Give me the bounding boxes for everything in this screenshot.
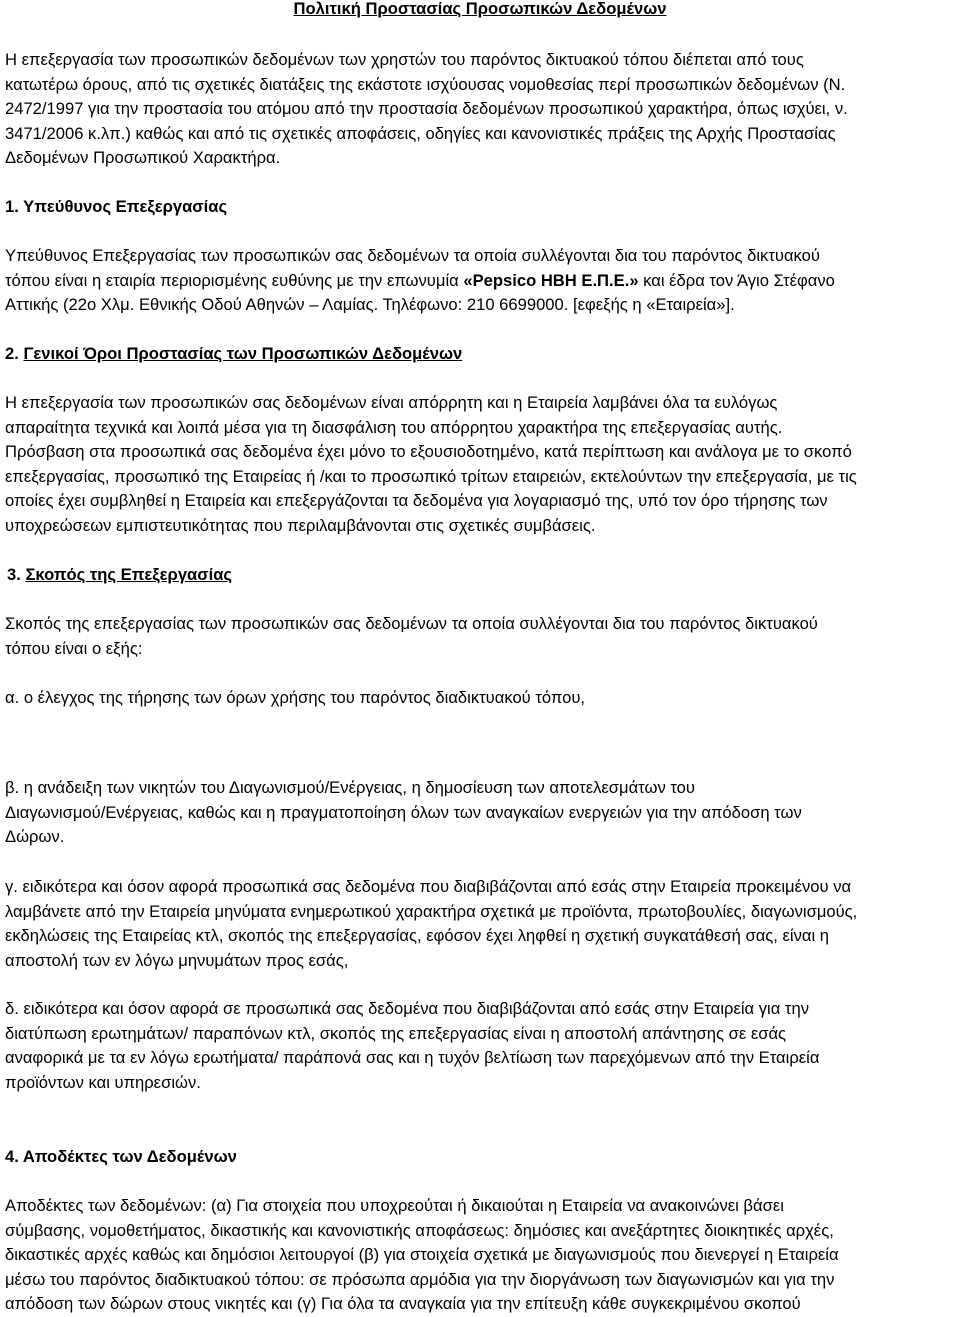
section-2-number: 2. bbox=[5, 344, 24, 363]
section-1-line: Αττικής (22ο Χλμ. Εθνικής Οδού Αθηνών – Λαμίας. Τηλέφωνο: 210 6699000. [εφεξής η «Εταιρεία»]. bbox=[5, 295, 735, 315]
section-3-item-a bbox=[5, 686, 960, 711]
item-a-line: α. ο έλεγχος της τήρησης των όρων χρήσης του παρόντος διαδικτυακού τόπου, bbox=[5, 688, 586, 707]
section-3-item-c bbox=[5, 875, 960, 973]
item-d-line: δ. ειδικότερα και όσον αφορά σε προσωπικά σας δεδομένα που διαβιβάζονται από εσάς στην Εταιρεία για την bbox=[5, 999, 809, 1018]
section-2-line: απαραίτητα τεχνικά και λοιπά μέσα για τη διασφάλιση του απόρρητου χαρακτήρα της επεξεργασίας αυτής. bbox=[5, 417, 783, 437]
section-1-paragraph bbox=[5, 244, 960, 318]
section-3-item-b bbox=[5, 776, 960, 850]
intro-line: 2472/1997 για την προστασία του ατόμου από την προστασία δεδομένων προσωπικού χαρακτήρα, όπως ισχύει, ν. bbox=[5, 99, 848, 119]
item-c-line: αποστολή των εν λόγω μηνυμάτων προς εσάς, bbox=[5, 950, 349, 970]
section-3-heading bbox=[7, 563, 960, 588]
item-b-line: Διαγωνισμού/Ενέργειας, καθώς και η πραγματοποίηση όλων των αναγκαίων ενεργειών για την απόδοση των bbox=[5, 802, 802, 822]
section-3-line: Σκοπός της επεξεργασίας των προσωπικών σας δεδομένων τα οποία συλλέγονται δια του παρόντος δικτυακού bbox=[5, 614, 818, 633]
intro-line: Δεδομένων Προσωπικού Χαρακτήρα. bbox=[5, 148, 281, 168]
item-c-line: λαμβάνετε από την Εταιρεία μηνύματα ενημερωτικού χαρακτήρα σχετικά με προϊόντα, πρωτοβουλίες, διαγωνισμούς, bbox=[5, 901, 858, 921]
section-2-paragraph bbox=[5, 391, 960, 539]
section-4-line: Αποδέκτες των δεδομένων: (α) Για στοιχεία που υποχρεούται ή δικαιούται η Εταιρεία να ανακοινώνει βάσει bbox=[5, 1196, 784, 1215]
section-3-number: 3. bbox=[7, 565, 26, 584]
section-1-line bbox=[5, 269, 960, 294]
section-3-line: τόπου είναι ο εξής: bbox=[5, 638, 143, 658]
section-4-paragraph bbox=[5, 1194, 960, 1317]
item-d-line: διατύπωση ερωτημάτων/ παραπόνων κτλ, σκοπός της επεξεργασίας είναι η αποστολή απάντησης σε εσάς bbox=[5, 1023, 787, 1043]
section-3-intro bbox=[5, 612, 960, 661]
section-2-line: Η επεξεργασία των προσωπικών σας δεδομένων είναι απόρρητη και η Εταιρεία λαμβάνει όλα τα ευλόγως bbox=[5, 393, 778, 412]
item-b-line: Δώρων. bbox=[5, 827, 65, 847]
section-4-line: μέσω του παρόντος διαδικτυακού τόπου: σε πρόσωπα αρμόδια για την διοργάνωση των διαγωνισμών και για την bbox=[5, 1269, 835, 1289]
section-1-line: Υπεύθυνος Επεξεργασίας των προσωπικών σας δεδομένων τα οποία συλλέγονται δια του παρόντος δικτυακού bbox=[5, 246, 820, 265]
section-1-text: τόπου είναι η εταιρία περιορισμένης ευθύνης με την επωνυμία bbox=[5, 270, 464, 290]
company-name: «Pepsico HBH Ε.Π.Ε.» bbox=[463, 270, 639, 290]
section-2-line: επεξεργασίας, προσωπικό της Εταιρείας ή /και το προσωπικό τρίτων εταιρειών, εκτελούντων την επεξεργασία, με τις bbox=[5, 466, 857, 486]
page-title: Πολιτική Προστασίας Προσωπικών Δεδομένων bbox=[293, 0, 667, 18]
section-3-item-d bbox=[5, 997, 960, 1095]
section-2-line: οποίες έχει συμβληθεί η Εταιρεία και επεξεργάζονται τα δεδομένα για λογαριασμό της, υπό τον όρο τήρησης των bbox=[5, 491, 828, 511]
section-4-heading: 4. Αποδέκτες των Δεδομένων bbox=[5, 1147, 237, 1166]
section-4-line: απόδοση των δώρων στους νικητές και (γ) Για όλα τα αναγκαία για την επίτευξη κάθε συγκεκριμένου σκοπού bbox=[5, 1294, 801, 1314]
intro-line: 3471/2006 κ.λπ.) καθώς και από τις σχετικές αποφάσεις, οδηγίες και κανονιστικές πράξεις της Αρχής Προστασίας bbox=[5, 123, 836, 143]
item-c-line: εκδηλώσεις της Εταιρείας κτλ, σκοπός της επεξεργασίας, εφόσον έχει ληφθεί η σχετική συγκατάθεσή σας, είναι η bbox=[5, 926, 829, 946]
section-2-line: υποχρεώσεων εμπιστευτικότητας που περιλαμβάνονται στις σχετικές συμβάσεις. bbox=[5, 515, 596, 535]
section-1-text: και έδρα τον Άγιο Στέφανο bbox=[638, 270, 835, 290]
section-2-line: Πρόσβαση στα προσωπικά σας δεδομένα έχει μόνο το εξουσιοδοτημένο, κατά περίπτωση και ανάλογα με το σκοπό bbox=[5, 442, 852, 462]
intro-line: Η επεξεργασία των προσωπικών δεδομένων των χρηστών του παρόντος δικτυακού τόπου διέπεται από τους bbox=[5, 50, 804, 69]
section-1-heading: 1. Υπεύθυνος Επεξεργασίας bbox=[5, 197, 228, 216]
section-4-line: σύμβασης, νομοθετήματος, δικαστικής και κανονιστικής αποφάσεως: δημόσιες και ανεξάρτητες διοικητικές αρχές, bbox=[5, 1220, 834, 1240]
section-4-line: δικαστικές αρχές καθώς και δημόσιοι λειτουργοί (β) για στοιχεία σχετικά με διαγωνισμούς που διενεργεί η Εταιρεία bbox=[5, 1245, 839, 1265]
item-d-line: αναφορικά με τα εν λόγω ερωτήματα/ παράπονά σας και η τυχόν βελτίωση των παρεχόμενων από την Εταιρεία bbox=[5, 1048, 820, 1068]
section-3-title: Σκοπός της Επεξεργασίας bbox=[25, 565, 233, 584]
section-2-title: Γενικοί Όροι Προστασίας των Προσωπικών Δεδομένων bbox=[23, 344, 463, 363]
intro-line: κατωτέρω όρους, από τις σχετικές διατάξεις της εκάστοτε ισχύουσας νομοθεσίας περί προσωπικών δεδομένων (Ν. bbox=[5, 74, 846, 94]
section-2-heading bbox=[5, 342, 960, 367]
item-b-line: β. η ανάδειξη των νικητών του Διαγωνισμού/Ενέργειας, η δημοσίευση των αποτελεσμάτων του bbox=[5, 778, 695, 797]
item-c-line: γ. ειδικότερα και όσον αφορά προσωπικά σας δεδομένα που διαβιβάζονται από εσάς στην Εταιρεία προκειμένου να bbox=[5, 877, 852, 896]
intro-paragraph bbox=[5, 48, 960, 171]
item-d-line: προϊόντων και υπηρεσιών. bbox=[5, 1072, 201, 1092]
